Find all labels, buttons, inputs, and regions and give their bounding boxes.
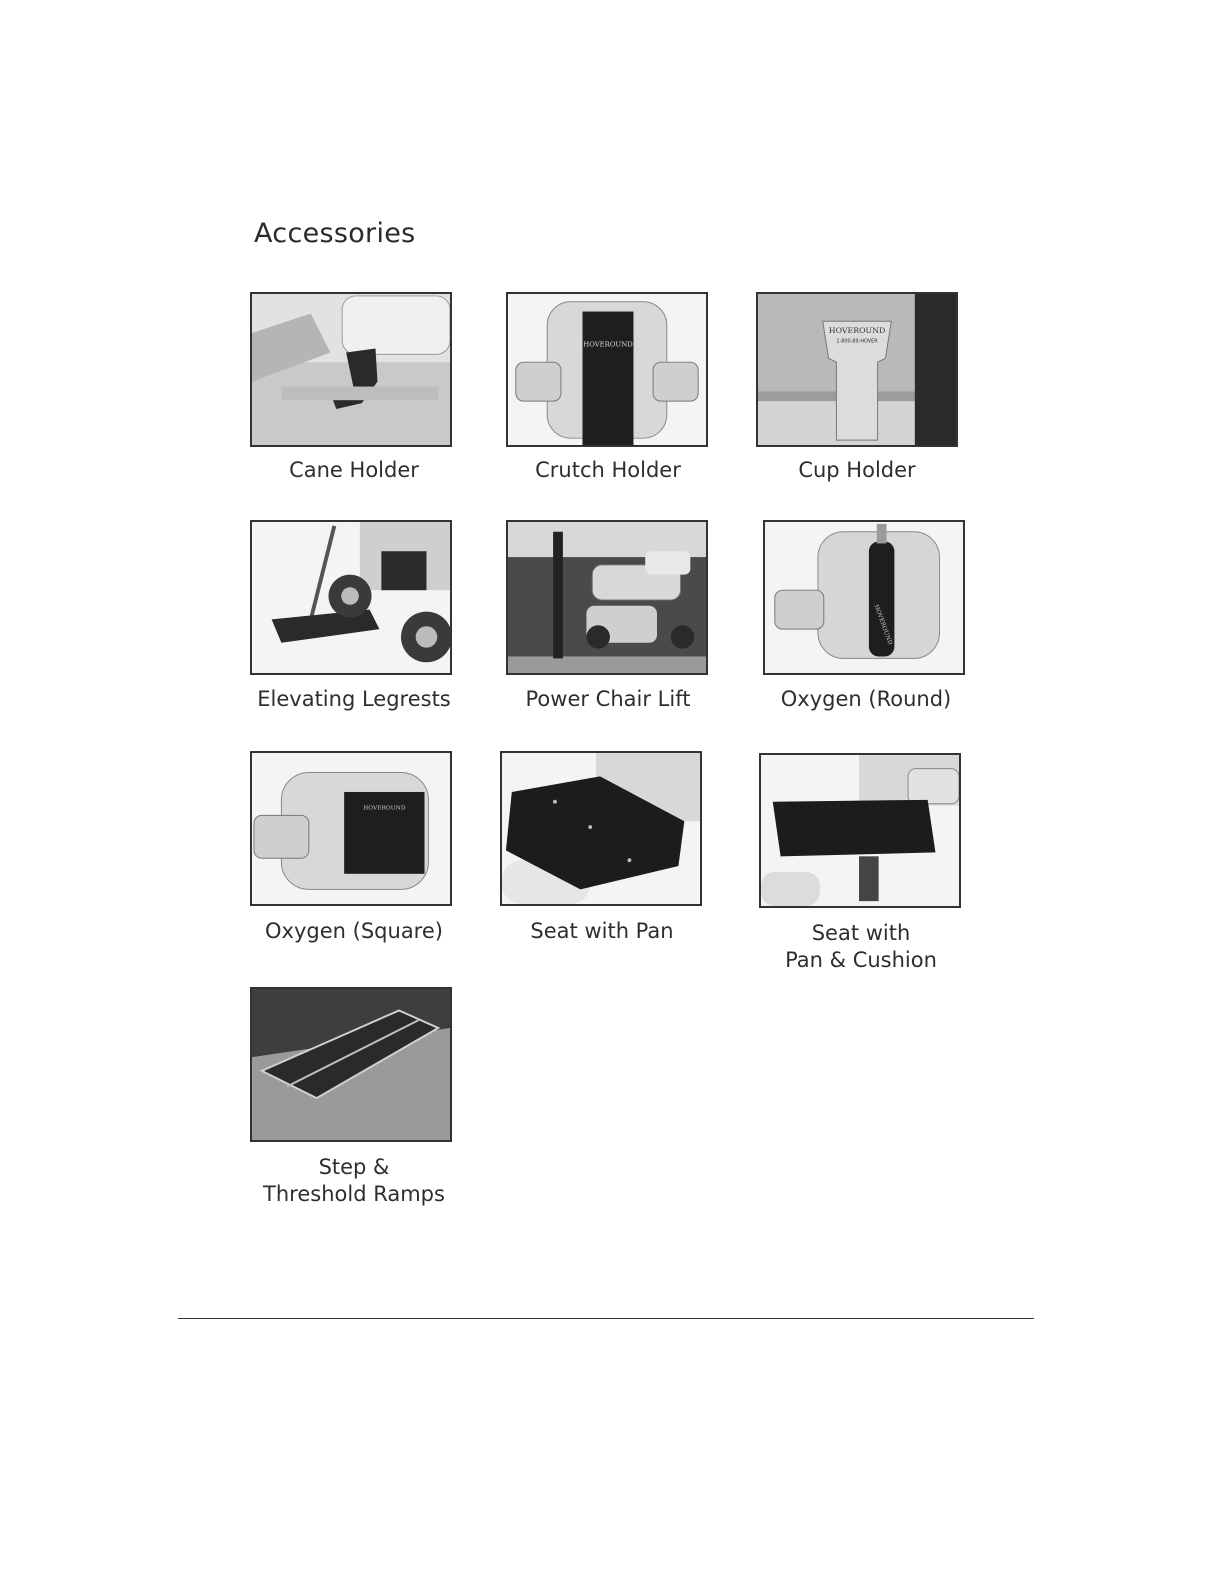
crutch-holder-photo xyxy=(506,292,708,447)
seat-pan-cushion-photo xyxy=(759,753,961,908)
oxygen-square-caption: Oxygen (Square) xyxy=(265,919,443,943)
elevating-legrests-photo xyxy=(250,520,452,675)
seat-with-pan-caption: Seat with Pan xyxy=(530,919,674,943)
brand-label: HOVEROUND xyxy=(872,604,893,646)
oxygen-round-photo xyxy=(763,520,965,675)
seat-pan-cushion-caption: Seat with Pan & Cushion xyxy=(785,921,937,972)
oxygen-square-photo xyxy=(250,751,452,906)
power-chair-lift-caption: Power Chair Lift xyxy=(525,687,691,711)
brand-label: HOVEROUND xyxy=(583,340,633,349)
power-chair-lift-photo xyxy=(506,520,708,675)
cane-holder-caption: Cane Holder xyxy=(289,458,419,482)
elevating-legrests-caption: Elevating Legrests xyxy=(257,687,451,711)
crutch-holder-caption: Crutch Holder xyxy=(535,458,681,482)
cup-holder-photo xyxy=(756,292,958,447)
seat-with-pan-photo xyxy=(500,751,702,906)
brand-label: HOVEROUND xyxy=(363,805,406,812)
page-title: Accessories xyxy=(254,218,416,249)
threshold-ramps-photo xyxy=(250,987,452,1142)
phone-label: 1-800-89-HOVER xyxy=(836,338,878,345)
cane-holder-photo xyxy=(250,292,452,447)
brand-label: HOVEROUND xyxy=(828,325,886,335)
threshold-ramps-caption: Step & Threshold Ramps xyxy=(263,1155,445,1206)
cup-holder-caption: Cup Holder xyxy=(798,458,916,482)
oxygen-round-caption: Oxygen (Round) xyxy=(780,687,952,711)
footer-divider xyxy=(178,1318,1034,1319)
